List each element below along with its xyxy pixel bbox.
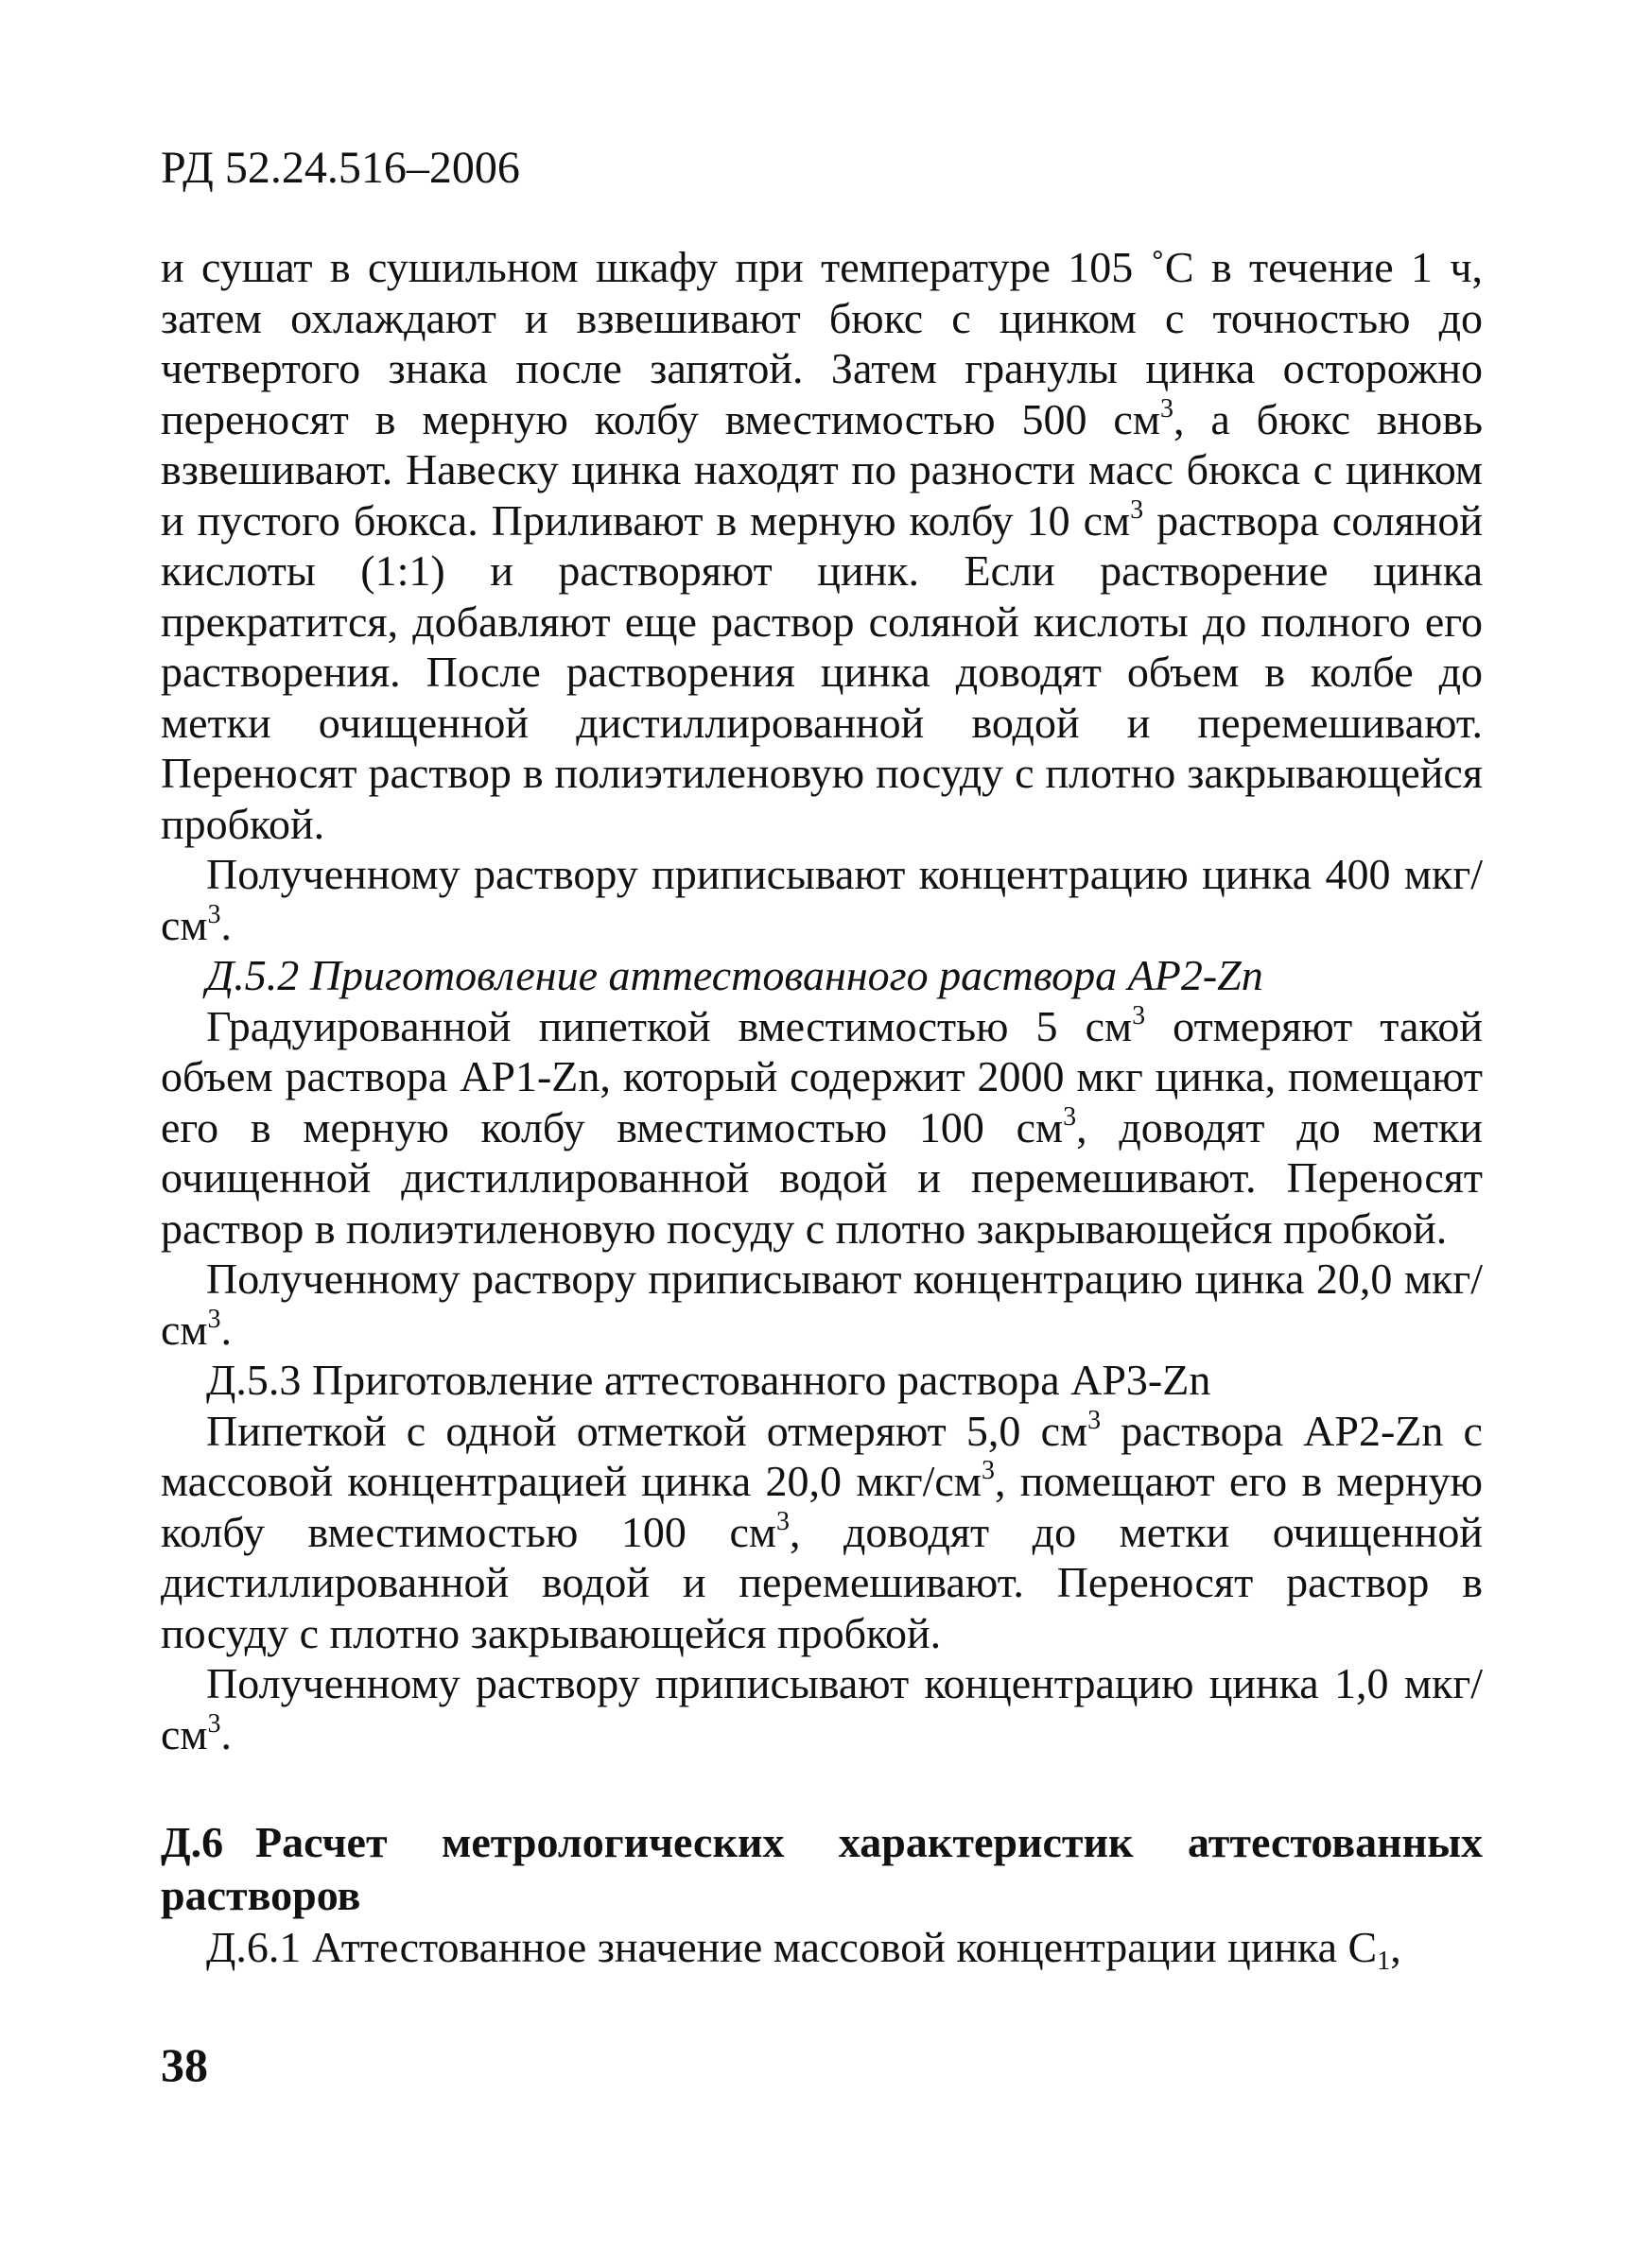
text-run: , а бюкс вновь взвешивают. Навеску цинка находят по разности масс бюкса с цинком и пустого бюкса. Приливают в мерную колбу 10 см <box>161 394 1483 545</box>
body-text <box>161 242 1483 1976</box>
subsection-number: Д.5.2 <box>206 951 310 999</box>
superscript: 3 <box>981 1456 995 1485</box>
subscript: 1 <box>1377 1947 1391 1976</box>
text-run: Д.6.1 Аттестованное значение массовой концентрации цинка С <box>206 1923 1378 1971</box>
subsection-heading-d53: Д.5.3 Приготовление аттестованного раствора АР3-Zn <box>206 1356 1211 1404</box>
superscript: 3 <box>207 1304 221 1334</box>
paragraph-ap2-prep <box>161 1001 1483 1255</box>
subsection-heading-d52 <box>161 950 1483 1001</box>
document-code: РД 52.24.516–2006 <box>161 143 520 193</box>
superscript: 3 <box>207 1708 221 1739</box>
text-run: , доводят до метки очищенной дистиллированной водой и перемешивают. Переносят раствор в полиэтиленовую посуду с плотно закрывающейся пробкой. <box>161 1102 1483 1253</box>
text-run: , <box>1390 1923 1401 1971</box>
section-title: Расчет метрологических характеристик аттестованных растворов <box>161 1818 1483 1919</box>
text-run: , доводят до метки очищенной дистиллированной водой и перемешивают. Переносят раствор в посуду с плотно закрывающейся пробкой. <box>161 1507 1483 1657</box>
subsection-title: Приготовление аттестованного раствора АР2-Zn <box>309 951 1263 999</box>
superscript: 3 <box>1130 494 1144 525</box>
superscript: 3 <box>207 899 221 929</box>
text-run: отмеряют такой объем раствора АР1-Zn, который содержит 2000 мкг цинка, помещают его в мерную колбу вместимостью 100 см <box>161 1001 1483 1151</box>
text-run: и сушат в сушильном шкафу при температуре 105 ˚С в течение 1 ч, затем охлаждают и взвешивают бюкс с цинком с точностью до четвертого знака после запятой. Затем гранулы цинка осторожно переносят в мерную колбу вместимостью 500 см <box>161 243 1483 443</box>
text-run: Полученному раствору приписывают концентрацию цинка 20,0 мкг/см <box>161 1255 1483 1354</box>
text-run: , помещают его в мерную колбу вместимостью 100 см <box>161 1457 1483 1556</box>
paragraph-concentration-400 <box>161 849 1483 950</box>
superscript: 3 <box>775 1506 790 1536</box>
text-run: . <box>220 1305 233 1354</box>
superscript: 3 <box>1132 1000 1146 1030</box>
text-run: раствора АР2-Zn с массовой концентрацией цинка 20,0 мкг/см <box>161 1406 1483 1505</box>
paragraph-drying <box>161 242 1483 849</box>
paragraph-d61 <box>161 1922 1483 1976</box>
page-number: 38 <box>161 2038 208 2091</box>
superscript: 3 <box>1159 393 1173 424</box>
text-run: Пипеткой с одной отметкой отмеряют 5,0 см <box>206 1406 1088 1455</box>
text-run: Полученному раствору приписывают концентрацию цинка 1,0 мкг/см <box>161 1659 1483 1758</box>
superscript: 3 <box>1063 1101 1077 1132</box>
section-number: Д.6 <box>161 1818 224 1866</box>
paragraph-concentration-20 <box>161 1254 1483 1355</box>
text-run: раствора соляной кислоты (1:1) и растворяют цинк. Если растворение цинка прекратится, добавляют еще раствор соляной кислоты до полного его растворения. После растворения цинка доводят объем в колбе до метки очищенной дистиллированной водой и перемешивают. Переносят раствор в полиэтиленовую посуду с плотно закрывающейся пробкой. <box>161 495 1483 848</box>
superscript: 3 <box>1087 1405 1102 1435</box>
section-heading-d6 <box>161 1816 1483 1922</box>
text-run: Градуированной пипеткой вместимостью 5 см <box>206 1001 1133 1050</box>
text-run: . <box>220 900 233 949</box>
paragraph-ap3-prep <box>161 1406 1483 1659</box>
paragraph-concentration-1 <box>161 1658 1483 1759</box>
text-run: . <box>220 1709 233 1758</box>
text-run: Полученному раствору приписывают концентрацию цинка 400 мкг/см <box>161 850 1483 949</box>
